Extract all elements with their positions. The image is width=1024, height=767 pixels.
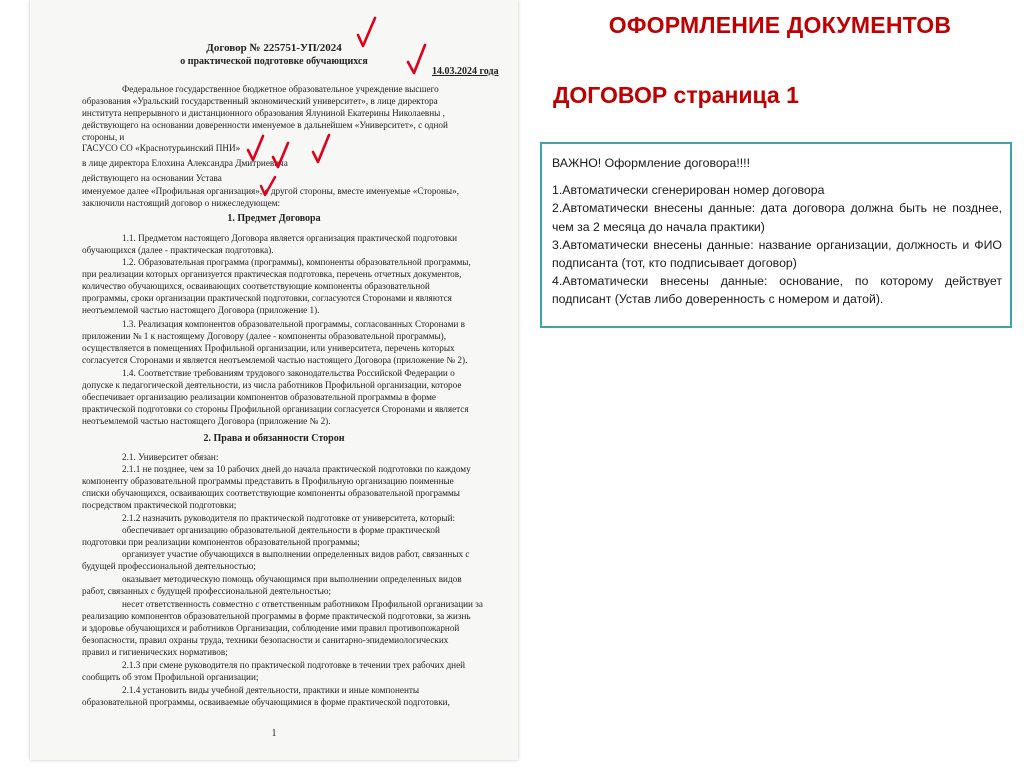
contract-subtitle: о практической подготовке обучающихся: [180, 56, 368, 67]
checkmark-icon: [310, 132, 332, 166]
doc-line: стороны, и: [82, 132, 125, 142]
doc-line: 2.1.3 при смене руководителя по практической подготовке в течении трех рабочих дней: [122, 660, 466, 670]
doc-line: образовательной программы, осваиваемые обучающимися в форме практической подготовки,: [82, 697, 450, 707]
doc-line: компоненту образовательной программы представить в Профильную организацию поименные: [82, 476, 454, 486]
note-item: 1.Автоматически сгенерирован номер договора: [552, 183, 825, 198]
section-heading: 2. Права и обязанности Сторон: [203, 433, 345, 444]
doc-line: несет ответственность совместно с ответственным работником Профильной организации за: [122, 599, 483, 609]
doc-line: заключили настоящий договор о нижеследующем:: [82, 198, 281, 208]
doc-line: приложении № 1 к настоящему Договору (далее - компоненты образовательной программы),: [82, 331, 447, 341]
note-header: ВАЖНО! Оформление договора!!!!: [552, 156, 751, 170]
doc-line: и здоровье обучающихся и работников Организации, соблюдение ими правил противопожарной: [82, 623, 460, 633]
contract-title: Договор № 225751-УП/2024: [206, 42, 342, 54]
doc-line: организует участие обучающихся в выполнении определенных видов работ, связанных с: [122, 549, 470, 559]
doc-line: программы, сроки организации практической подготовки, согласуются Сторонами и являются: [82, 293, 452, 303]
slide-title: ОФОРМЛЕНИЕ ДОКУМЕНТОВ: [608, 12, 952, 38]
page-number: 1: [271, 728, 277, 739]
doc-line: неотъемлемой частью настоящего Договора (приложение № 2).: [82, 416, 331, 426]
doc-line: неотъемлемой частью настоящего Договора (приложение 1).: [82, 305, 320, 315]
doc-line: количество обучающихся, осваивающих соответствующие компоненты образовательной: [82, 281, 430, 291]
doc-line: согласуется Сторонами и является неотъемлемой частью настоящего Договора (приложение № 2).: [82, 355, 468, 365]
doc-line: сообщить об этом Профильной организации;: [82, 672, 259, 682]
doc-line: подготовки при реализации компонентов образовательной программы;: [82, 537, 360, 547]
checkmark-icon: [270, 140, 292, 170]
note-item: 3.Автоматически внесены данные: название организации, должность и ФИО подписанта (тот, кто подписывает договор): [552, 237, 1002, 271]
doc-line: Федеральное государственное бюджетное образовательное учреждение высшего: [122, 84, 439, 94]
checkmark-icon: [245, 133, 267, 163]
doc-line: списки обучающихся, осваивающих соответствующие компоненты образовательной программы: [82, 488, 460, 498]
checkmark-icon: [355, 15, 379, 49]
doc-line: действующего на основании Устава: [82, 173, 222, 183]
doc-line: работ, связанных с будущей профессиональной деятельностью;: [82, 586, 332, 596]
doc-line: 1.4. Соответствие требованиям трудового законодательства Российской Федерации о: [122, 368, 455, 378]
doc-line: обеспечивает организацию реализации компонентов образовательной программы в форме: [82, 392, 436, 402]
doc-line: образования «Уральский государственный экономический университет», в лице директора: [82, 96, 438, 106]
doc-line: реализацию компонентов образовательной программы в форме практической подготовки, за жизнь: [82, 611, 471, 621]
doc-line: 1.3. Реализация компонентов образовательной программы, согласованных Сторонами в: [122, 319, 465, 329]
doc-line: 1.2. Образовательная программа (программы), компоненты образовательной программы,: [122, 257, 471, 267]
doc-line: 2.1.4 установить виды учебной деятельности, практики и иные компоненты: [122, 685, 420, 695]
contract-scan: [30, 0, 518, 760]
doc-line: допуске к педагогической деятельности, из числа работников Профильной организации, которое: [82, 380, 462, 390]
doc-line: правил и гигиенических нормативов;: [82, 647, 228, 657]
doc-line: практической подготовки со стороны Профильной организации согласуется Сторонами и является: [82, 404, 469, 414]
note-item: 2.Автоматически внесены данные: дата договора должна быть не позднее, чем за 2 месяца до начала практики): [552, 201, 1002, 234]
doc-line: института непрерывного и дистанционного образования Ялуниной Екатерины Николаевны ,: [82, 108, 445, 118]
section-heading: 1. Предмет Договора: [227, 213, 321, 224]
important-note-box: [540, 142, 1012, 328]
doc-line: будущей профессиональной деятельностью;: [82, 561, 256, 571]
doc-line: обучающихся (далее - практическая подготовка).: [82, 245, 274, 255]
doc-line: действующего на основании доверенности именуемое в дальнейшем «Университет», с одной: [82, 120, 448, 130]
checkmark-icon: [258, 174, 278, 198]
doc-line: именуемое далее «Профильная организация», с другой стороны, вместе именуемые «Стороны»,: [82, 186, 460, 196]
slide-subtitle: ДОГОВОР страница 1: [553, 82, 799, 108]
doc-line: обеспечивает организацию образовательной деятельности в форме практической: [122, 525, 440, 535]
note-item: 4.Автоматически внесены данные: основание, по которому действует подписант (Устав либо доверенность с номером и датой).: [552, 274, 1002, 307]
doc-line: посредством практической подготовки;: [82, 500, 237, 510]
doc-line: 2.1.1 не позднее, чем за 10 рабочих дней до начала практической подготовки по каждому: [122, 464, 471, 474]
doc-line: в лице директора Елохина Александра Дмитриевича: [82, 158, 288, 168]
doc-line: ГАСУСО СО «Краснотурьинский ПНИ»: [82, 143, 241, 153]
contract-date: 14.03.2024 года: [432, 66, 499, 77]
doc-line: при реализации которых организуется практическая подготовка, перечень отчетных документов,: [82, 269, 462, 279]
doc-line: 1.1. Предметом настоящего Договора является организация практической подготовки: [122, 233, 458, 243]
doc-line: осуществляется в помещениях Профильной организации, или университета, перечень которых: [82, 343, 455, 353]
doc-line: оказывает методическую помощь обучающимся при выполнении определенных видов: [122, 574, 462, 584]
doc-line: 2.1. Университет обязан:: [122, 452, 219, 462]
checkmark-icon: [405, 42, 429, 76]
doc-line: 2.1.2 назначить руководителя по практической подготовке от университета, который:: [122, 513, 456, 523]
doc-line: безопасности, правил охраны труда, техники безопасности и санитарно-эпидемиологических: [82, 635, 449, 645]
